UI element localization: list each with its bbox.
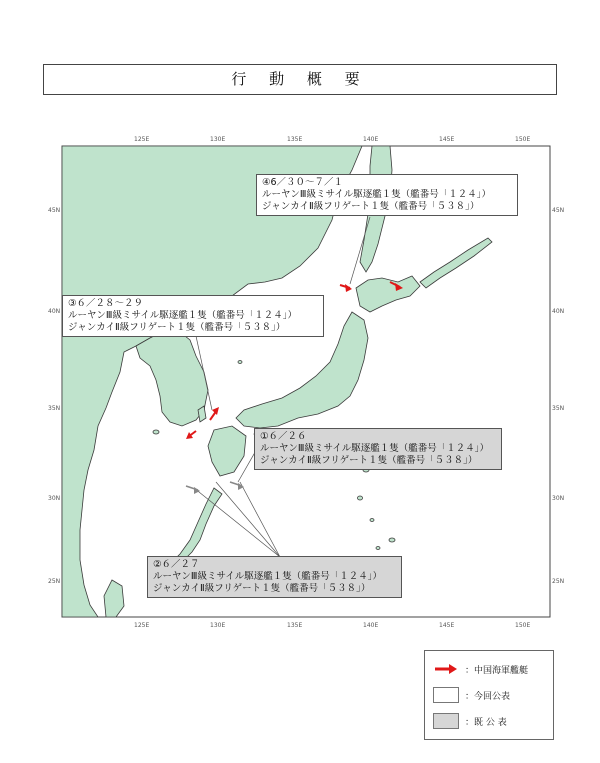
longitude-label: 140E <box>363 622 379 629</box>
longitude-label: 130E <box>210 136 226 143</box>
legend <box>424 650 554 740</box>
legend-item <box>433 711 507 731</box>
longitude-label: 135E <box>287 622 303 629</box>
callout-ship-line: ジャンカイⅡ級フリゲート１隻（艦番号「５３８」） <box>153 583 371 594</box>
callout-ship-line: ルーヤンⅢ級ミサイル駆逐艦１隻（艦番号「１２４」） <box>68 310 298 321</box>
longitude-label: 145E <box>439 136 455 143</box>
callout-ship-line: ジャンカイⅡ級フリゲート１隻（艦番号「５３８」） <box>260 455 478 466</box>
callout-ship-line: ルーヤンⅢ級ミサイル駆逐艦１隻（艦番号「１２４」） <box>153 571 383 582</box>
red-arrow-icon <box>433 661 459 677</box>
callout-ship-line: ルーヤンⅢ級ミサイル駆逐艦１隻（艦番号「１２４」） <box>260 443 490 454</box>
page-title: 行 動 概 要 <box>43 64 557 95</box>
longitude-label: 125E <box>134 136 150 143</box>
latitude-label: 40N <box>552 308 565 315</box>
legend-label: ：今回公表 <box>465 691 511 702</box>
legend-item <box>433 659 528 679</box>
latitude-label: 30N <box>48 495 61 502</box>
latitude-label: 45N <box>552 207 565 214</box>
legend-item <box>433 685 510 705</box>
latitude-label: 25N <box>48 578 61 585</box>
longitude-label: 125E <box>134 622 150 629</box>
legend-label: ：既 公 表 <box>465 717 507 728</box>
latitude-label: 25N <box>552 578 565 585</box>
longitude-label: 140E <box>363 136 379 143</box>
callout-date: ③６／２８〜２９ <box>68 298 144 309</box>
longitude-label: 135E <box>287 136 303 143</box>
latitude-label: 30N <box>552 495 565 502</box>
callout-3 <box>62 295 324 337</box>
latitude-label: 35N <box>552 405 565 412</box>
latitude-label: 35N <box>48 405 61 412</box>
callout-ship-line: ジャンカイⅡ級フリゲート１隻（艦番号「５３８」） <box>68 322 286 333</box>
longitude-label: 130E <box>210 622 226 629</box>
latitude-label: 40N <box>48 308 61 315</box>
legend-label: ：中国海軍艦艇 <box>465 665 529 676</box>
longitude-label: 145E <box>439 622 455 629</box>
callout-date: ②６／２７ <box>153 559 200 570</box>
callout-ship-line: ジャンカイⅡ級フリゲート１隻（艦番号「５３８」） <box>262 201 480 212</box>
swatch-new <box>433 687 459 703</box>
longitude-label: 150E <box>515 622 531 629</box>
swatch-previous <box>433 713 459 729</box>
callout-4 <box>256 174 518 216</box>
longitude-label: 150E <box>515 136 531 143</box>
latitude-label: 45N <box>48 207 61 214</box>
callout-1 <box>254 428 502 470</box>
callout-2 <box>147 556 402 598</box>
callout-date: ①６／２６ <box>260 431 307 442</box>
callout-date: ④6／３０〜７／１ <box>262 177 344 188</box>
callout-ship-line: ルーヤンⅢ級ミサイル駆逐艦１隻（艦番号「１２４」） <box>262 189 492 200</box>
